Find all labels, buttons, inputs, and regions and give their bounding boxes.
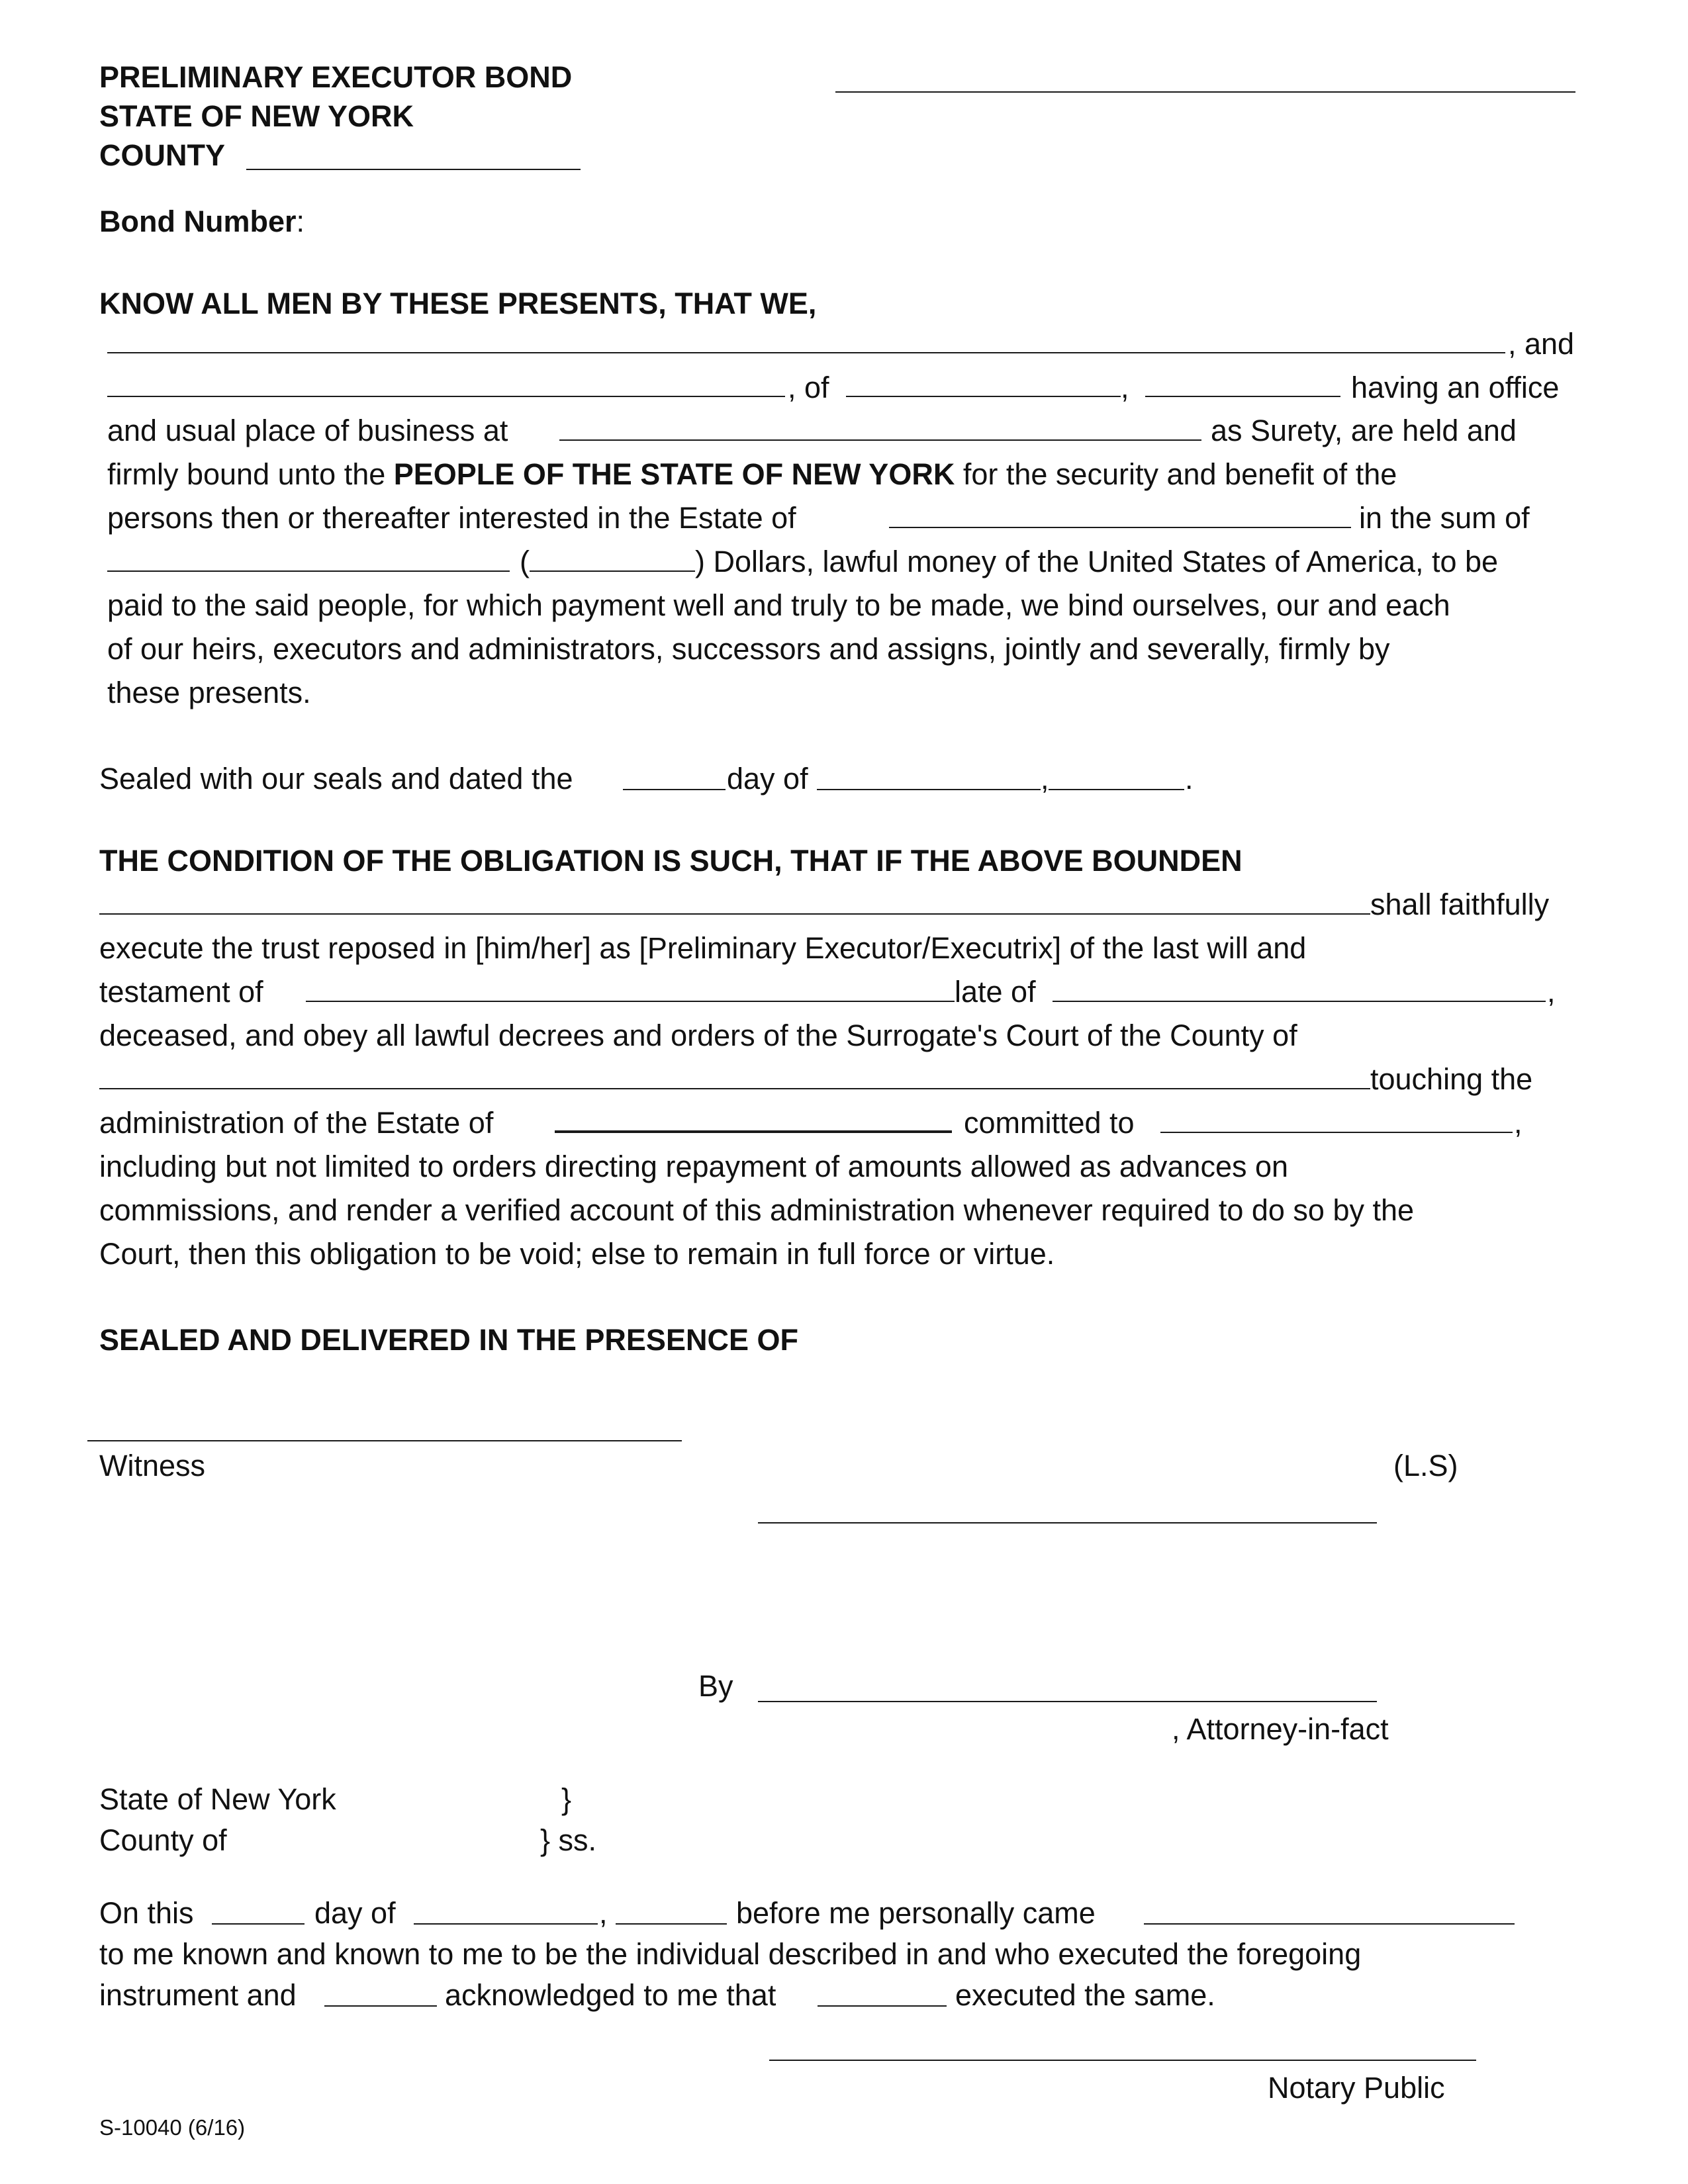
surety-state-blank[interactable] — [1145, 396, 1340, 397]
notary-state-label: State of New York — [99, 1782, 336, 1816]
ls-label: (L.S) — [1393, 1449, 1458, 1482]
text-instrument-and: instrument and — [99, 1978, 297, 2012]
text-notary-comma: , — [599, 1896, 608, 1930]
form-title: PRELIMINARY EXECUTOR BOND — [99, 60, 573, 94]
administration-estate-blank[interactable] — [555, 1130, 952, 1133]
sealed-year-blank[interactable] — [1049, 789, 1184, 790]
court-county-blank[interactable] — [99, 1088, 1370, 1089]
text-sealed-dated: Sealed with our seals and dated the — [99, 762, 573, 796]
person-came-blank[interactable] — [1144, 1923, 1515, 1925]
notary-signature-line[interactable] — [769, 2060, 1476, 2061]
by-label: By — [698, 1669, 733, 1703]
text-day-of: day of — [727, 762, 808, 796]
form-number: S-10040 (6/16) — [99, 2115, 246, 2140]
notary-county-label: County of — [99, 1823, 227, 1857]
text-on-this: On this — [99, 1896, 194, 1930]
sealed-delivered-heading: SEALED AND DELIVERED IN THE PRESENCE OF — [99, 1323, 798, 1357]
sealed-day-blank[interactable] — [623, 789, 726, 790]
text-persons-interested: persons then or thereafter interested in the Estate of — [107, 501, 796, 535]
text-paid-to-people: paid to the said people, for which payment well and truly to be made, we bind ourselves, our and each — [107, 588, 1450, 622]
notary-year-blank[interactable] — [616, 1923, 727, 1925]
text-as-surety: as Surety, are held and — [1211, 414, 1517, 447]
acknowledged-blank[interactable] — [324, 2005, 437, 2007]
late-of-blank[interactable] — [1053, 1001, 1546, 1002]
text-execute-trust: execute the trust reposed in [him/her] as [Preliminary Executor/Executrix] of the last will and — [99, 931, 1307, 965]
text-commissions-account: commissions, and render a verified account of this administration whenever required to do so by the — [99, 1193, 1415, 1227]
text-dollars-lawful-money: ) Dollars, lawful money of the United States of America, to be — [695, 545, 1499, 578]
text-before-me: before me personally came — [736, 1896, 1096, 1930]
text-open-paren: ( — [520, 545, 530, 578]
text-testament-of: testament of — [99, 975, 263, 1009]
sealed-month-blank[interactable] — [817, 789, 1041, 790]
witness-signature-line[interactable] — [87, 1440, 682, 1441]
notary-public-label: Notary Public — [1268, 2071, 1445, 2105]
estate-name-blank[interactable] — [889, 527, 1351, 528]
text-heirs-executors: of our heirs, executors and administrators, successors and assigns, jointly and severally, firmly by — [107, 632, 1390, 666]
witness-label: Witness — [99, 1449, 206, 1482]
executed-blank[interactable] — [818, 2005, 947, 2007]
bond-number-label: Bond Number: — [99, 205, 305, 238]
text-and: , and — [1508, 327, 1575, 361]
text-court-void: Court, then this obligation to be void; else to remain in full force or virtue. — [99, 1237, 1055, 1271]
text-notary-day-of: day of — [314, 1896, 396, 1930]
text-comma: , — [1121, 371, 1129, 404]
sum-figures-blank[interactable] — [530, 570, 695, 572]
know-all-men-heading: KNOW ALL MEN BY THESE PRESENTS, THAT WE, — [99, 287, 817, 320]
state-heading: STATE OF NEW YORK — [99, 99, 414, 133]
text-to-me-known: to me known and known to me to be the individual described in and who executed the foregoing — [99, 1937, 1362, 1971]
text-including-orders: including but not limited to orders directing repayment of amounts allowed as advances on — [99, 1150, 1289, 1183]
text-touching-the: touching the — [1370, 1062, 1533, 1096]
notary-month-blank[interactable] — [414, 1923, 598, 1925]
notary-day-blank[interactable] — [212, 1923, 305, 1925]
attorney-in-fact-label: , Attorney-in-fact — [1172, 1712, 1389, 1746]
committed-to-blank[interactable] — [1160, 1132, 1513, 1133]
notary-brace-ss: } ss. — [540, 1823, 597, 1857]
county-label: COUNTY — [99, 138, 225, 172]
surety-name-blank[interactable] — [107, 396, 785, 397]
text-deceased-obey: deceased, and obey all lawful decrees and orders of the Surrogate's Court of the County of — [99, 1019, 1297, 1052]
text-testament-comma: , — [1547, 975, 1556, 1009]
testator-name-blank[interactable] — [306, 1001, 955, 1002]
text-committed-comma: , — [1514, 1106, 1523, 1140]
text-sealed-period: . — [1185, 762, 1194, 796]
text-administration-estate: administration of the Estate of — [99, 1106, 494, 1140]
text-these-presents: these presents. — [107, 676, 311, 709]
text-acknowledged: acknowledged to me that — [445, 1978, 776, 2012]
county-blank[interactable] — [246, 169, 581, 170]
business-address-blank[interactable] — [559, 439, 1201, 441]
text-committed-to: committed to — [964, 1106, 1135, 1140]
notary-brace-1: } — [561, 1782, 572, 1816]
text-late-of: late of — [955, 975, 1036, 1009]
text-shall-faithfully: shall faithfully — [1370, 887, 1550, 921]
condition-heading: THE CONDITION OF THE OBLIGATION IS SUCH, THAT IF THE ABOVE BOUNDEN — [99, 844, 1243, 878]
header-blank-line[interactable] — [835, 91, 1575, 93]
text-executed-same: executed the same. — [955, 1978, 1215, 2012]
text-having-office: having an office — [1351, 371, 1560, 404]
attorney-signature-line[interactable] — [758, 1701, 1377, 1702]
text-of: , of — [788, 371, 829, 404]
text-sealed-comma: , — [1041, 762, 1049, 796]
sum-words-blank[interactable] — [107, 570, 510, 572]
surety-signature-line[interactable] — [758, 1522, 1377, 1524]
principal-name-blank[interactable] — [107, 352, 1505, 353]
text-usual-place: and usual place of business at — [107, 414, 508, 447]
surety-city-blank[interactable] — [846, 396, 1121, 397]
bounden-name-blank[interactable] — [99, 913, 1370, 915]
text-firmly-bound: firmly bound unto the PEOPLE OF THE STATE OF NEW YORK for the security and benefit of the — [107, 457, 1397, 491]
text-in-sum-of: in the sum of — [1359, 501, 1530, 535]
